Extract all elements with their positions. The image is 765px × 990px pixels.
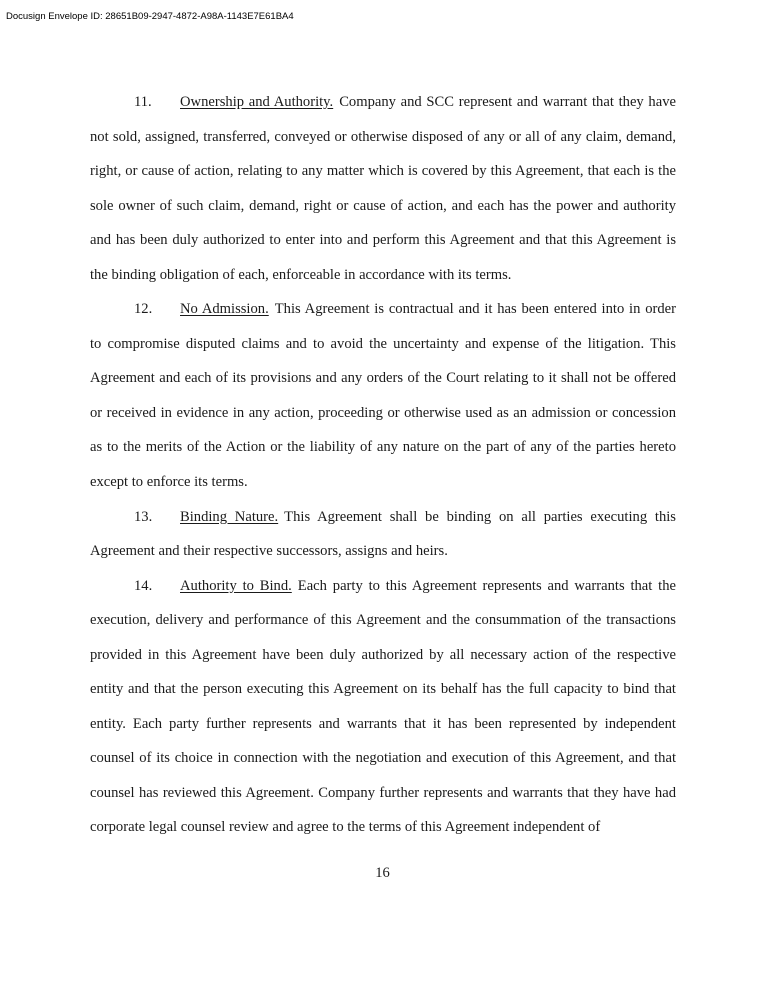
paragraph-no-admission: [90, 292, 676, 499]
paragraph-heading: Authority to Bind.: [180, 577, 292, 594]
paragraph-body: This Agreement is contractual and it has been entered into in order to compromise disputed claims and to avoid the uncertainty and expense of the litigation. This Agreement and each of its provisions and any orders of the Court relating to it shall not be offered or received in evidence in any action, proceeding or otherwise used as an admission or concession as to the merits of the Action or the liability of any nature on the part of any of the parties hereto except to enforce its terms.: [90, 301, 676, 491]
paragraph-number: 11.: [134, 94, 152, 110]
paragraph-heading: Binding Nature.: [180, 508, 279, 525]
agreement-body: [90, 85, 676, 845]
paragraph-binding-nature: [90, 500, 676, 569]
paragraph-authority-to-bind: [90, 569, 676, 845]
paragraph-ownership-authority: [90, 85, 676, 292]
paragraph-body: Company and SCC represent and warrant that they have not sold, assigned, transferred, conveyed or otherwise disposed of any or all of any claim, demand, right, or cause of action, relating to any matter which is covered by this Agreement, that each is the sole owner of such claim, demand, right or cause of action, and each has the power and authority and has been duly authorized to enter into and perform this Agreement and that this Agreement is the binding obligation of each, enforceable in accordance with its terms.: [90, 94, 676, 283]
paragraph-body: Each party to this Agreement represents and warrants that the execution, delivery and performance of this Agreement and the consummation of the transactions provided in this Agreement have been duly authorized by all necessary action of the respective entity and that the person executing this Agreement on its behalf has the full capacity to bind that entity. Each party further represents and warrants that it has been represented by independent counsel of its choice in connection with the negotiation and execution of this Agreement, and that counsel has reviewed this Agreement. Company further represents and warrants that they have had corporate legal counsel review and agree to the terms of this Agreement independent of: [90, 577, 676, 836]
paragraph-number: 14.: [134, 577, 153, 594]
page-number: 16: [375, 865, 390, 881]
paragraph-heading: No Admission.: [180, 301, 269, 318]
paragraph-body: This Agreement shall be binding on all parties executing this Agreement and their respective successors, assigns and heirs.: [90, 508, 676, 560]
paragraph-number: 12.: [134, 301, 153, 318]
docusign-envelope-id: Docusign Envelope ID: 28651B09-2947-4872-A98A-1143E7E61BA4: [6, 11, 294, 22]
paragraph-heading: Ownership and Authority.: [180, 94, 334, 110]
paragraph-number: 13.: [134, 508, 153, 525]
